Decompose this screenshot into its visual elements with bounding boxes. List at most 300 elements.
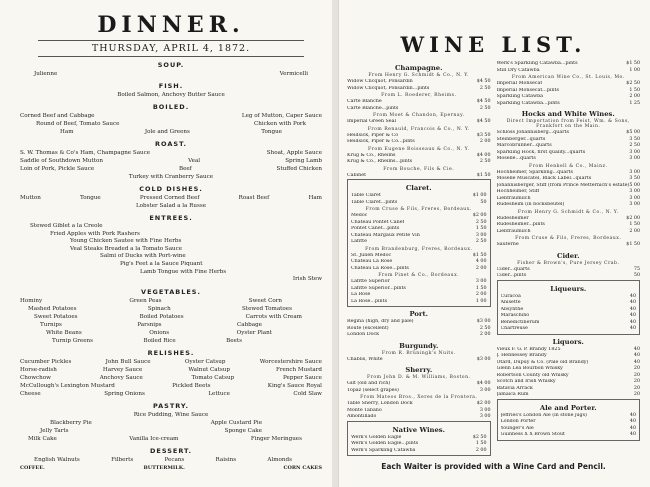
menu-item: Saddle of Southdown Mutton	[20, 158, 103, 164]
wine-price: 2 50	[475, 239, 487, 244]
wine-name: Sauterne	[496, 242, 519, 247]
menu-item: Filberts	[111, 456, 134, 463]
wine-name: Chateau La Rose	[351, 259, 393, 264]
menu-item: Stewed Tomatoes	[242, 305, 292, 312]
wine-name: Pontet Canet...pints	[351, 226, 400, 231]
wine-section-heading: Liqueurs.	[550, 284, 587, 293]
menu-item: John Bull Sauce	[105, 358, 151, 365]
menu-row	[20, 390, 322, 398]
menu-item: Walnut Catsup	[188, 366, 230, 373]
wine-price: 20	[633, 366, 640, 371]
wine-section-heading: Ale and Porter.	[539, 403, 597, 412]
menu-row	[20, 91, 322, 99]
menu-row	[20, 337, 322, 345]
menu-item: Lamb Tongue with Fine Herbs	[140, 268, 227, 275]
wine-price: 2 50	[475, 219, 487, 225]
wine-name: Heidsick, Piper & Co	[347, 132, 399, 138]
wine-price: $2 00	[626, 215, 640, 221]
menu-item: Cucumber Pickles	[20, 358, 72, 365]
wine-name: Table Sherry, London Dock	[347, 401, 413, 406]
menu-item: BUTTERMILK.	[143, 464, 185, 471]
menu-item: Loin of Pork, Pickle Sauce	[20, 166, 95, 172]
wine-price: 40	[629, 319, 636, 325]
menu-item: Worcestershire Sauce	[259, 358, 322, 365]
section-cold-dishes: COLD DISHES.	[139, 185, 203, 193]
section-pastry: PASTRY.	[152, 401, 190, 410]
wine-name: Rüdesheimer	[496, 215, 529, 221]
wine-name: Moselle...quarts	[496, 156, 536, 161]
wine-column-right	[497, 61, 641, 456]
menu-row	[20, 297, 322, 305]
wine-name: Still Dry Catawba	[496, 67, 540, 73]
wine-price: $1 50	[472, 252, 487, 258]
menu-row	[20, 305, 322, 313]
menu-row	[20, 112, 322, 120]
menu-item: French Mustard	[275, 366, 322, 373]
section-dessert: DESSERT.	[150, 446, 192, 455]
wine-section-heading: Port.	[409, 310, 429, 318]
wine-name: Schloss Johannisberg...quarts	[496, 130, 569, 135]
menu-item: Fried Apples with Pork Rashers	[50, 230, 140, 237]
menu-item: Vanilla Ice-cream	[129, 435, 179, 442]
menu-row	[20, 128, 322, 136]
wine-source: From Henry G. Schmidt & Co., N. Y.	[517, 209, 619, 215]
wine-item	[497, 242, 641, 249]
wine-price: 2 50	[479, 325, 491, 331]
wine-name: Topaz (select grapes)	[347, 387, 399, 393]
wine-item	[497, 68, 641, 75]
wine-name: Chateau Pontet Canet	[351, 219, 405, 225]
menu-item: Blackberry Pie	[50, 419, 92, 426]
wine-name: Jamaica Rum	[496, 392, 529, 397]
wine-price: 20	[633, 379, 640, 384]
wine-price: $2 50	[472, 434, 487, 440]
menu-item: Oyster Plant	[236, 329, 272, 336]
wine-name: Liebfraumilch	[496, 195, 531, 201]
menu-item: Chowchow	[20, 374, 51, 381]
wine-name: Amontillado	[347, 414, 377, 419]
wine-name: J. Hennessey Brandy	[496, 353, 547, 358]
menu-item: Green Peas	[129, 297, 162, 304]
wine-name: Chateau Margaux Petite Vin	[351, 232, 420, 238]
menu-row	[20, 382, 322, 390]
wine-price: 20	[633, 372, 640, 378]
menu-item: Spinach	[147, 305, 171, 312]
wine-section-heading: Claret.	[405, 184, 432, 192]
wine-price: 50	[633, 273, 640, 278]
wine-price: 20	[633, 392, 640, 397]
menu-row	[20, 120, 322, 128]
wine-price: 40	[629, 293, 636, 299]
wine-source: From Cruse & Fils, Freres, Bordeaux.	[515, 236, 622, 241]
wine-price: $1 00	[472, 193, 487, 198]
wine-name: Rüdesheim (in bocksbeutel)	[496, 202, 565, 207]
menu-item: Ham	[308, 195, 322, 201]
wine-name: Cider...quarts	[496, 266, 530, 272]
wine-name: Batavia Arrack	[496, 385, 533, 391]
menu-item: Harvey Sauce	[102, 366, 143, 373]
wine-name: Maraschino	[500, 313, 530, 318]
menu-item: Apple Custard Pie	[210, 419, 262, 426]
menu-item: Jelly Tarts	[40, 427, 69, 434]
wine-item	[347, 86, 491, 93]
menu-item: Pressed Corned Beef	[139, 195, 200, 201]
wine-name: Monte Tabano	[347, 407, 382, 413]
wine-name: Hochheimer, Stiff	[496, 189, 540, 194]
menu-item: Mashed Potatoes	[28, 305, 77, 312]
wine-price: 5 00	[629, 182, 640, 188]
menu-row	[20, 374, 322, 382]
wine-source: From Henry G. Schmidt & Co., N. Y.	[368, 73, 470, 78]
menu-item: Vermicelli	[279, 71, 308, 77]
wine-source: From Mateos Bros., Xeres de la Frontera.	[360, 395, 478, 400]
wine-price: 40	[629, 300, 636, 305]
wine-name: Werk's Golden Eagle	[351, 434, 402, 440]
menu-item: Boiled Rice	[143, 337, 176, 344]
wine-name: Werk's Sparkling Catawba...pints	[496, 61, 578, 66]
section-fish: FISH.	[158, 82, 184, 90]
wine-price: 3 00	[629, 149, 640, 155]
menu-row	[20, 70, 322, 78]
wine-source: From Pinet & Co., Bordeaux.	[378, 273, 460, 278]
wine-name: Sparkling Catawba...pints	[496, 100, 560, 106]
wine-price: 3 00	[629, 202, 640, 207]
wine-name: Johannisberger, Stiff (from Prince Metternich's estate)	[496, 182, 630, 188]
wine-source: From Bouche, Fils & Cie.	[383, 166, 455, 172]
wine-section-heading: Native Wines.	[392, 425, 446, 434]
section-boiled: BOILED.	[152, 103, 190, 111]
wine-name: Imperial Monsecat	[496, 81, 543, 86]
menu-item: S. W. Thomas & Co's Ham, Champagne Sauce	[20, 150, 151, 156]
wine-price: 2 00	[479, 139, 491, 144]
menu-item: Ham	[60, 129, 74, 135]
wine-price: 3 00	[475, 279, 487, 284]
wine-source: From Cruse & Fils, Freres, Bordeaux.	[365, 207, 472, 212]
wine-item	[347, 139, 491, 146]
wine-source: Direct Importation from Feist, Wm. & Sons, Frankfort on the Main.	[506, 119, 630, 129]
wine-price: 50	[480, 199, 487, 205]
menu-item: Stewed Giblet a la Creole	[30, 223, 103, 229]
menu-item: Boiled Potatoes	[139, 313, 184, 320]
ale-porter-box	[497, 399, 641, 441]
menu-item: Veal	[188, 158, 201, 164]
wine-source: From Eugene Boisseaux & Co., N. Y.	[367, 146, 470, 152]
menu-row	[20, 202, 322, 210]
wine-price: 2 00	[475, 292, 487, 297]
menu-item: Corned Beef and Cabbage	[20, 113, 95, 119]
wine-name: Marcobrunner...quarts	[496, 143, 552, 148]
wine-name: Guinness X X Brown Stout	[500, 432, 565, 437]
wine-price: 3 00	[629, 156, 640, 161]
wine-name: Cider...pints	[496, 273, 527, 278]
menu-row	[20, 173, 322, 181]
wine-name: La Rose	[351, 292, 371, 297]
wine-name: Rüdesheimer...pints	[496, 222, 545, 227]
menu-item: White Beans	[46, 329, 82, 336]
menu-item: English Walnuts	[34, 456, 80, 463]
wine-price: 3 50	[629, 136, 640, 142]
menu-item: Rice Pudding, Wine Sauce	[133, 411, 209, 418]
wine-name: Gilt (old and rich)	[347, 381, 391, 386]
wine-name: Widow Clicquot, Ponsardin...pints	[347, 85, 430, 91]
wine-item	[497, 156, 641, 163]
menu-row	[20, 366, 322, 374]
wine-price: 40	[629, 425, 636, 431]
wine-list-title: WINE LIST.	[400, 32, 587, 57]
wine-item	[347, 357, 491, 364]
wine-source: From L. Roederer, Rheims.	[381, 93, 457, 98]
wine-name: La Rose...pints	[351, 298, 388, 304]
menu-item: Beets	[226, 337, 242, 344]
wine-price: 40	[633, 353, 640, 358]
menu-item: Cheese	[20, 390, 41, 397]
wine-price: 40	[629, 432, 636, 437]
menu-item: Tongue	[79, 195, 101, 201]
menu-row	[20, 321, 322, 329]
wine-price: 2 50	[479, 159, 491, 164]
menu-item: Chicken with Pork	[253, 121, 306, 127]
wine-source: From American Wine Co., St. Louis, Mo.	[511, 75, 625, 80]
wine-price: 2 50	[479, 105, 491, 111]
wine-source: From Moet & Chandon, Epernay.	[372, 113, 465, 118]
menu-item: Carrots with Cream	[245, 313, 302, 320]
menu-row	[20, 419, 322, 427]
wine-name: Hochheimer, Sparkling...quarts	[496, 169, 573, 175]
wine-name: Sparkling Catawba	[496, 94, 544, 99]
wine-name: Lafitte	[351, 239, 367, 244]
menu-item: Veal Steaks Breaded a la Tomato Sauce	[70, 245, 183, 252]
wine-price: $2 00	[476, 401, 491, 406]
wine-price: 3 00	[475, 232, 487, 238]
wine-item	[347, 119, 491, 126]
menu-item: COFFEE.	[20, 464, 45, 471]
menu-item: Sweet Corn	[248, 297, 282, 304]
wine-name: Moselle Muscatel, Black Label...quarts	[496, 176, 592, 181]
wine-price: 3 00	[629, 195, 640, 201]
menu-item: Hominy	[20, 297, 43, 304]
section-entrees: ENTREES.	[149, 214, 193, 222]
wine-item	[501, 432, 637, 439]
liqueurs-box	[497, 280, 641, 335]
menu-item: Shoat, Apple Sauce	[266, 150, 322, 156]
wine-name: Chateau La Rose...pints	[351, 265, 409, 271]
wine-name: St. Julien Medoc	[351, 252, 392, 258]
wine-section-heading: Liquors.	[552, 337, 584, 346]
wine-price: 40	[629, 306, 636, 312]
menu-item: Pig's Feet a la Sauce Piquant	[120, 260, 203, 267]
wine-section-heading: Hocks and White Wines.	[521, 110, 615, 118]
wine-price: 75	[633, 266, 640, 272]
wine-name: Steinberger...quarts	[496, 136, 546, 142]
wine-item	[351, 200, 487, 207]
menu-row	[20, 157, 322, 165]
wine-item	[347, 332, 491, 339]
wine-price: $1 50	[626, 242, 640, 247]
section-soup: SOUP.	[157, 61, 185, 69]
wine-item	[497, 101, 641, 108]
wine-price: 1 00	[629, 67, 640, 73]
wine-price: 2 50	[629, 143, 640, 148]
wine-price: 3 00	[479, 407, 491, 413]
claret-box	[347, 179, 491, 307]
wine-price: 3 00	[629, 189, 640, 194]
menu-item: Irish Stew	[292, 276, 322, 283]
wine-price: 2 50	[479, 85, 491, 91]
wine-price: 1 50	[629, 222, 640, 227]
wine-name: Table Claret...pints	[351, 199, 398, 205]
menu-item: Horse-radish	[20, 366, 57, 373]
wine-price: $3 50	[476, 132, 491, 138]
wine-name: Krug & Co., Rheims	[347, 152, 396, 158]
wine-price: $5 00	[626, 130, 640, 135]
wine-column-left	[347, 61, 491, 456]
menu-row	[20, 358, 322, 366]
wine-price: $2 00	[472, 213, 487, 218]
wine-price: $1 50	[476, 172, 491, 178]
wine-name: Sparkling Hock, first quality...quarts	[496, 149, 586, 155]
menu-item: Tongue	[261, 129, 282, 135]
wine-source: From Henkell & Co., Mainz.	[529, 163, 608, 169]
wine-price: 3 00	[629, 169, 640, 175]
menu-item: Tomato Catsup	[191, 374, 235, 381]
wine-price: 1 50	[475, 285, 487, 291]
section-relishes: RELISHES.	[147, 348, 195, 357]
wine-name: Chartreuse	[500, 326, 528, 331]
menu-item: Beef	[178, 166, 192, 172]
wine-name: Imperial Green Seal	[347, 119, 397, 124]
wine-name: Younger's Ale	[500, 425, 534, 431]
wine-price: 40	[629, 326, 636, 331]
wine-section-heading: Sherry.	[405, 366, 433, 374]
wine-item	[347, 159, 491, 166]
wine-list-page	[338, 0, 650, 487]
wine-source: From Renauld, Francois & Co., N. Y.	[367, 126, 470, 132]
menu-item: Milk Cake	[28, 435, 57, 442]
wine-price: 4 00	[475, 259, 487, 264]
menu-item: Young Chicken Sautee with Fine Herbs	[70, 238, 182, 245]
menu-item: Anchovy Sauce	[99, 374, 143, 381]
wine-price: 2 00	[479, 332, 491, 337]
menu-item: Parsnips	[137, 321, 162, 328]
wine-name: Krug & Co., Rheims...pints	[347, 159, 413, 164]
wine-name: Carte Blanche...pints	[347, 105, 399, 111]
wine-price: $3 00	[476, 356, 491, 362]
wine-name: Chablis, White	[347, 356, 383, 362]
wine-name: Jeffries's London Ale (in stone jugs)	[500, 412, 587, 418]
menu-item: Sweet Potatoes	[34, 313, 78, 320]
wine-name: Otard, Dupuy & Co. (Pale old Brandy)	[496, 359, 589, 365]
wine-source: From Brandenburg, Freres, Bordeaux.	[365, 246, 473, 252]
wine-name: Imperial Monsecat...pints	[496, 87, 559, 93]
menu-row	[20, 194, 322, 202]
wine-price: 20	[633, 385, 640, 391]
wine-item	[351, 299, 487, 306]
wine-name: Vieux F. G. P. Brandy 1825	[496, 346, 561, 352]
wine-price: 3 50	[629, 176, 640, 181]
wine-columns	[347, 61, 640, 456]
menu-item: Mutton	[20, 195, 41, 201]
wine-name: Medoc	[351, 213, 368, 218]
divider	[38, 56, 304, 57]
menu-item: King's Sauce Royal	[267, 382, 322, 389]
wine-name: Curacoa	[500, 293, 521, 299]
wine-price: 1 50	[629, 87, 640, 93]
menu-item: Sponge Cake	[224, 427, 262, 434]
wine-name: Glenn Lea Bourbon Whisky	[496, 366, 563, 371]
wine-name: Liebfraumilch	[496, 228, 531, 234]
menu-row	[20, 464, 322, 472]
wine-name: London Porter	[500, 419, 536, 424]
wine-name: Cabinet	[347, 172, 366, 178]
wine-name: Benedictinerum	[500, 319, 540, 325]
section-roast: ROAST.	[155, 140, 187, 148]
dinner-date: THURSDAY, APRIL 4, 1872.	[91, 43, 251, 54]
wine-price: $2 50	[626, 81, 640, 86]
wine-price: 40	[629, 313, 636, 318]
section-vegetables: VEGETABLES.	[141, 287, 201, 296]
wine-price: 1 25	[629, 100, 640, 106]
dinner-title: DINNER.	[97, 12, 245, 38]
wine-name: Lafitte Superior	[351, 279, 390, 284]
menu-item: Boiled Salmon, Anchovy Butter Sauce	[117, 92, 225, 98]
wine-item	[497, 229, 641, 236]
menu-row	[20, 427, 322, 435]
menu-item: CORN CAKES	[283, 464, 322, 471]
wine-section-heading: Cider.	[557, 251, 580, 260]
menu-item: Oyster Catsup	[184, 358, 226, 365]
menu-item: Pepper Sauce	[283, 374, 322, 381]
menu-item: Pecans	[164, 456, 185, 463]
wine-price: 40	[629, 419, 636, 424]
wine-name: Scotch and Irish Whisky	[496, 379, 556, 384]
menu-item: Round of Beef, Tomato Sauce	[36, 121, 120, 127]
wine-price: 40	[629, 412, 636, 418]
wine-name: Robertson County old Whisky	[496, 372, 569, 378]
wine-name: Anisette	[500, 300, 521, 305]
menu-item: Pickled Beets	[172, 382, 211, 389]
wine-price: $3 00	[476, 319, 491, 324]
menu-item: Turnip Greens	[52, 337, 93, 344]
wine-name: Heidsick, Piper & Co...pints	[347, 139, 415, 144]
wine-section-heading: Burgundy.	[399, 341, 439, 350]
wine-price: 3 00	[479, 387, 491, 393]
menu-item: Almonds	[267, 456, 292, 463]
menu-row	[20, 313, 322, 321]
wine-name: Regina (high, dry and pale)	[347, 319, 414, 324]
wine-name: Carte Blanche	[347, 99, 382, 104]
wine-footer: Each Waiter is provided with a Wine Card and Pencil.	[381, 462, 606, 471]
wine-source: From R. Brüningk's Nuits.	[381, 350, 456, 356]
wine-item	[347, 388, 491, 395]
wine-name: Absynthe	[500, 306, 524, 312]
menu-item: Lettuce	[208, 390, 230, 397]
menu-item: Leg of Mutton, Caper Sauce	[241, 113, 322, 119]
wine-price: $4 50	[476, 119, 491, 124]
menu-item: Spring Onions	[104, 390, 145, 397]
wine-price: 40	[633, 346, 640, 352]
menu-item: Jole and Greens	[144, 129, 190, 135]
menu-item: Salmi of Ducks with Port-wine	[100, 253, 186, 260]
wine-price: $4 00	[476, 152, 491, 158]
wine-price: 2 00	[475, 265, 487, 271]
native-wines-box	[347, 421, 491, 457]
wine-name: Widow Clicquot, Ponsardin	[347, 79, 413, 84]
wine-price: 1 50	[475, 226, 487, 231]
menu-item: Raisins	[215, 456, 237, 463]
wine-item	[497, 202, 641, 209]
menu-item: Stuffed Chicken	[276, 166, 322, 172]
wine-source: From John D. & M. Williams, Boston.	[367, 375, 471, 380]
